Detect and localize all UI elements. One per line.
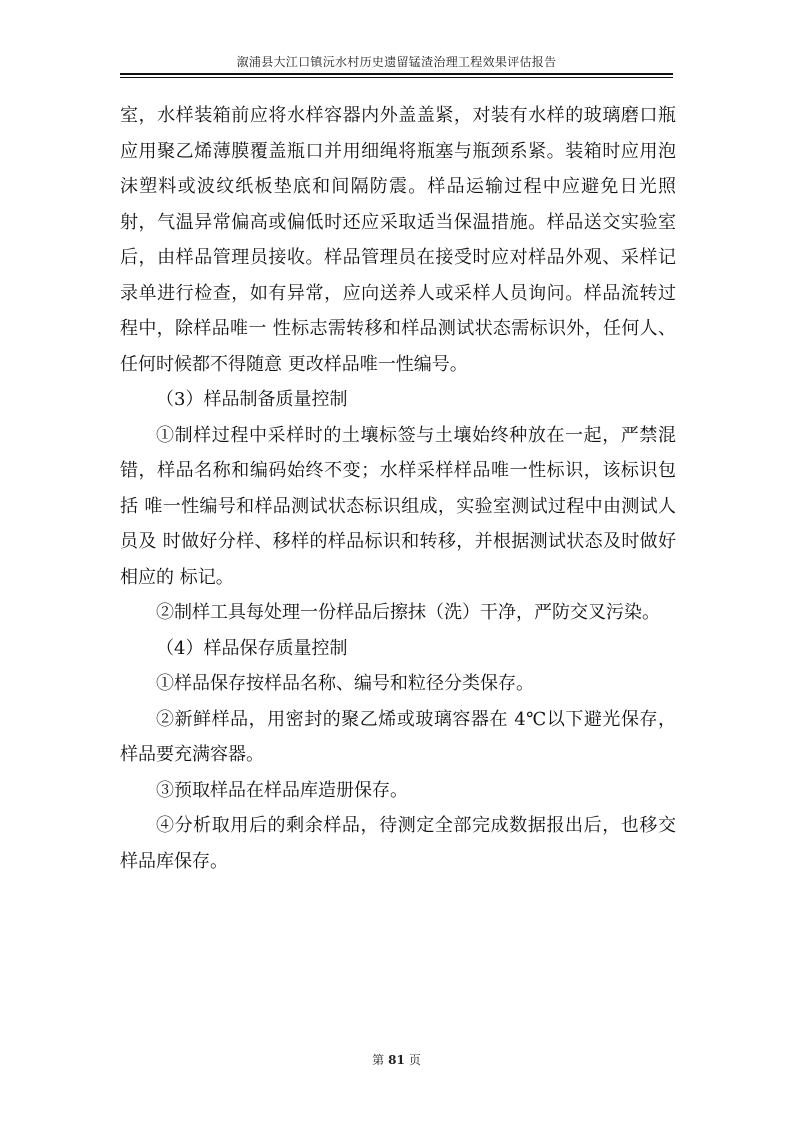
running-header: 溆浦县大江口镇沅水村历史遗留锰渣治理工程效果评估报告 (236, 55, 557, 69)
paragraph-storage-4: ④分析取用后的剩余样品，待测定全部完成数据报出后，也移交样品库保存。 (120, 815, 676, 872)
paragraph-storage-3: ③预取样品在样品库造册保存。 (156, 779, 408, 801)
body-text (120, 98, 676, 879)
header-rule-thick (120, 73, 673, 75)
page-number-suffix: 页 (408, 1053, 421, 1067)
section-heading-sample-storage: （4）样品保存质量控制 (156, 637, 348, 659)
page-footer (0, 1052, 793, 1068)
paragraph-storage-1: ①样品保存按样品名称、编号和粒径分类保存。 (156, 673, 534, 694)
paragraph-preparation-2: ②制样工具每处理一份样品后擦抹（洗）干净，严防交叉污染。 (156, 602, 660, 623)
paragraph-storage-2: ②新鲜样品，用密封的聚乙烯或玻璃容器在 4℃以下避光保存，样品要充满容器。 (120, 708, 676, 765)
paragraph-continuation: 室，水样装箱前应将水样容器内外盖盖紧，对装有水样的玻璃磨口瓶应用聚乙烯薄膜覆盖瓶口并用细绳将瓶塞与瓶颈系紧。装箱时应用泡沫塑料或波纹纸板垫底和间隔防震。样品运输过程中应避免日光照射，气温异常偏高或偏低时还应采取适当保温措施。样品送交实验室后，由样品管理员接收。样品管理员在接受时应对样品外观、采样记录单进行检查，如有异常，应向送养人或采样人员询问。样品流转过程中，除样品唯一 性标志需转移和样品测试状态需标识外，任何人、任何时候都不得随意 更改样品唯一性编号。 (120, 105, 676, 375)
paragraph-preparation-1: ①制样过程中采样时的土壤标签与土壤始终种放在一起，严禁混错，样品名称和编码始终不变；水样采样样品唯一性标识，该标识包括 唯一性编号和样品测试状态标识组成，实验室测试过程中由测试人员及 时做好分样、移样的样品标识和转移，并根据测试状态及时做好相应的 标记。 (120, 424, 676, 588)
header-rule-thin (120, 77, 673, 78)
page-number: 81 (388, 1053, 405, 1067)
page-number-prefix: 第 (372, 1053, 385, 1067)
section-heading-sample-preparation: （3）样品制备质量控制 (156, 389, 348, 410)
